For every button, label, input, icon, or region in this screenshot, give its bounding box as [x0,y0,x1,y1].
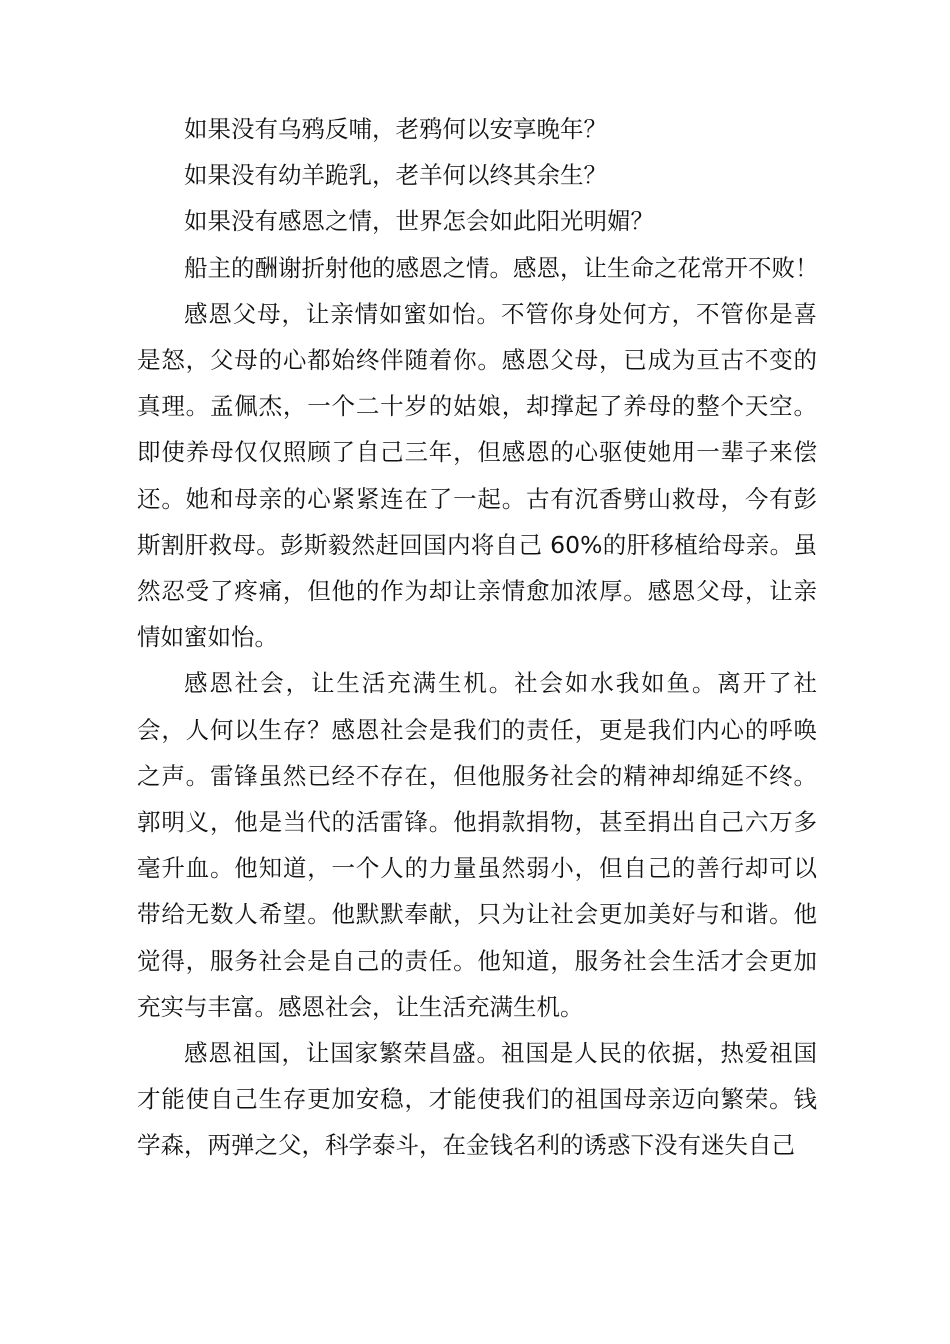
paragraph-parents: 感恩父母，让亲情如蜜如怡。不管你身处何方，不管你是喜是怒，父母的心都始终伴随着你。感恩父母，已成为亘古不变的真理。孟佩杰，一个二十岁的姑娘，却撑起了养母的整个天空。即使养母仅仅照顾了自己三年，但感恩的心驱使她用一辈子来偿还。她和母亲的心紧紧连在了一起。古有沉香劈山救母，今有彭斯割肝救母。彭斯毅然赶回国内将自己 60%的肝移植给母亲。虽然忍受了疼痛，但他的作为却让亲情愈加浓厚。感恩父母，让亲情如蜜如怡。 [137,299,817,652]
paragraph-crow: 如果没有乌鸦反哺，老鸦何以安享晚年？ [184,115,607,143]
paragraph-society: 感恩社会，让生活充满生机。社会如水我如鱼。离开了社会，人何以生存？感恩社会是我们的责任，更是我们内心的呼唤之声。雷锋虽然已经不存在，但他服务社会的精神却绵延不终。郭明义，他是当代的活雷锋。他捐款捐物，甚至捐出自己六万多毫升血。他知道，一个人的力量虽然弱小，但自己的善行却可以带给无数人希望。他默默奉献，只为让社会更加美好与和谐。他觉得，服务社会是自己的责任。他知道，服务社会生活才会更加充实与丰富。感恩社会，让生活充满生机。 [137,669,817,1021]
essay-body [137,106,817,1169]
paragraph-motherland: 感恩祖国，让国家繁荣昌盛。祖国是人民的依据，热爱祖国才能使自己生存更加安稳，才能使我们的祖国母亲迈向繁荣。钱学森，两弹之父，科学泰斗，在金钱名利的诱惑下没有迷失自己 [137,1039,817,1160]
paragraph-lamb: 如果没有幼羊跪乳，老羊何以终其余生？ [184,161,607,190]
paragraph-shipowner: 船主的酬谢折射他的感恩之情。感恩，让生命之花常开不败！ [184,253,819,282]
paragraph-gratitude-world: 如果没有感恩之情，世界怎会如此阳光明媚？ [184,207,654,236]
